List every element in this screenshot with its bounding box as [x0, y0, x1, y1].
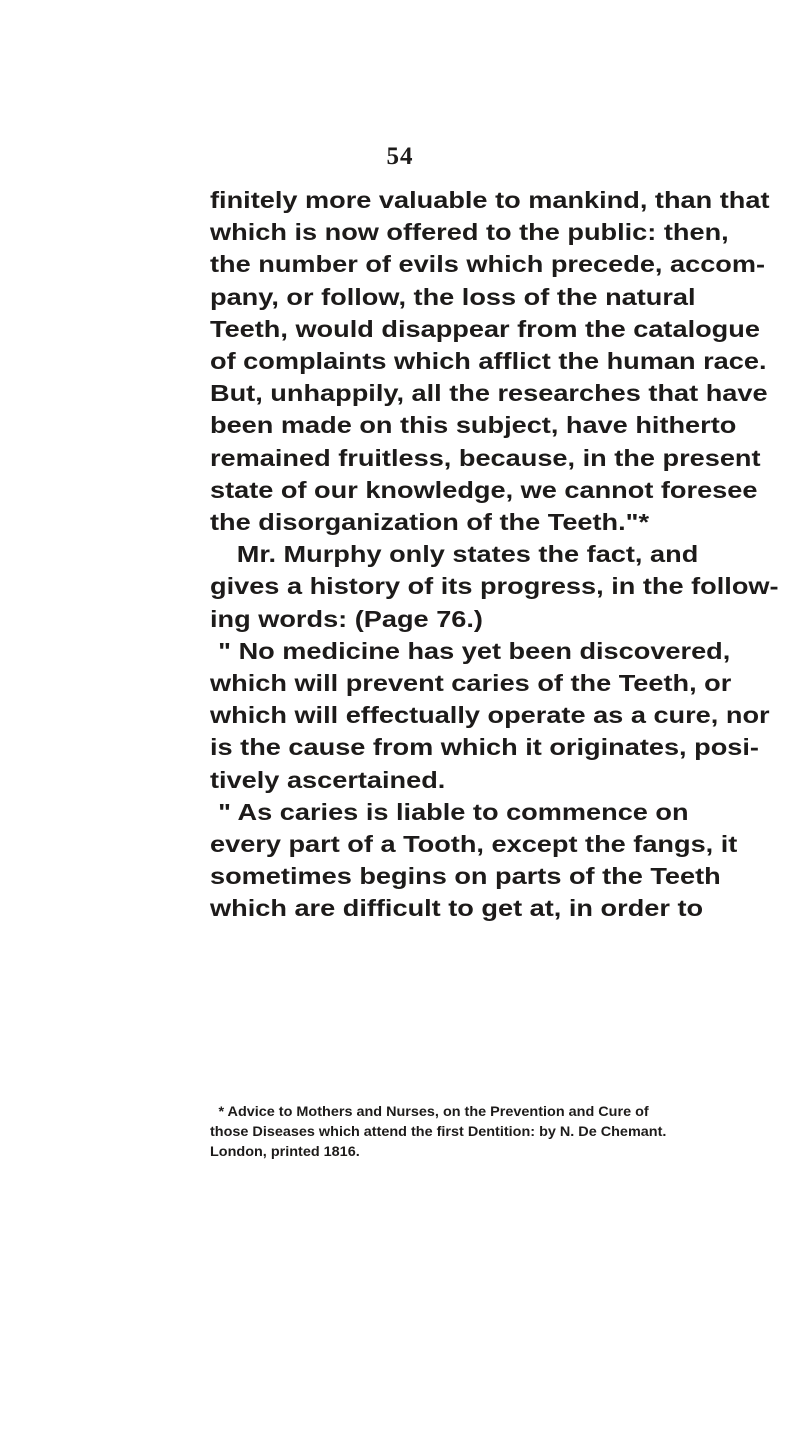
text-line: which will effectually operate as a cure, nor [210, 702, 770, 729]
text-line: ing words: (Page 76.) [210, 605, 483, 632]
text-line: which will prevent caries of the Teeth, or [210, 670, 732, 697]
text-line: the number of evils which precede, accom- [210, 251, 766, 278]
footnote-line: those Diseases which attend the first Dentition: by N. De Chemant. [210, 1124, 667, 1140]
text-line: " No medicine has yet been discovered, [218, 637, 731, 664]
text-line: every part of a Tooth, except the fangs, it [210, 831, 738, 858]
text-line: sometimes begins on parts of the Teeth [210, 863, 721, 890]
text-line: state of our knowledge, we cannot foresee [210, 476, 758, 503]
footnote-line: London, printed 1816. [210, 1144, 360, 1160]
text-line: pany, or follow, the loss of the natural [210, 283, 696, 310]
text-line: the disorganization of the Teeth."* [210, 509, 650, 536]
text-line: remained fruitless, because, in the present [210, 444, 761, 471]
text-line: been made on this subject, have hitherto [210, 412, 737, 439]
body-text [210, 184, 800, 925]
text-line: gives a history of its progress, in the follow- [210, 573, 779, 600]
text-line: But, unhappily, all the researches that have [210, 380, 768, 407]
footnote [210, 1102, 800, 1163]
text-line: which are difficult to get at, in order to [210, 895, 704, 922]
footnote-line: * Advice to Mothers and Nurses, on the Prevention and Cure of [218, 1104, 649, 1119]
text-line: tively ascertained. [210, 766, 446, 793]
text-line: finitely more valuable to mankind, than that [210, 187, 770, 213]
text-line: is the cause from which it originates, posi- [210, 734, 759, 761]
text-line: Teeth, would disappear from the catalogue [210, 315, 760, 342]
text-line: " As caries is liable to commence on [218, 798, 689, 825]
page-number: 54 [386, 143, 414, 170]
text-line: of complaints which afflict the human race. [210, 348, 767, 375]
text-line: Mr. Murphy only states the fact, and [236, 541, 699, 568]
text-line: which is now offered to the public: then, [210, 219, 729, 246]
